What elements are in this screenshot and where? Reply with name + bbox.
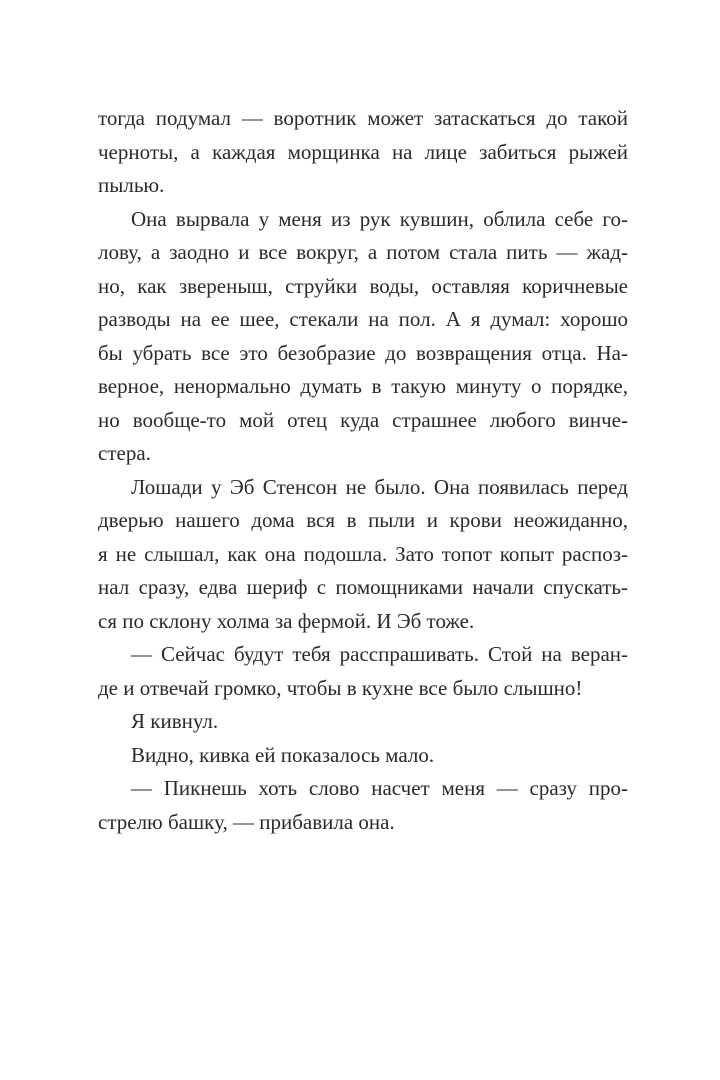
- text-line: — Сейчас будут тебя расспрашивать. Стой на веран-: [131, 642, 628, 666]
- text-line: бы убрать все это безобразие до возвращения отца. На-: [98, 340, 628, 365]
- text-line: пылью.: [98, 173, 165, 197]
- text-line: нал сразу, едва шериф с помощниками начали спускать-: [98, 575, 628, 599]
- text-line: но, как звереныш, струйки воды, оставляя коричневые: [98, 273, 628, 298]
- text-line: — Пикнешь хоть слово насчет меня — сразу про-: [131, 776, 628, 800]
- text-line: черноты, а каждая морщинка на лице забиться рыжей: [98, 139, 628, 164]
- text-line: разводы на ее шее, стекали на пол. А я думал: хорошо: [98, 307, 628, 331]
- text-line: я не слышал, как она подошла. Зато топот копыт распоз-: [98, 541, 628, 566]
- text-line: Она вырвала у меня из рук кувшин, облила себе го-: [131, 206, 628, 231]
- text-line: стера.: [98, 441, 151, 465]
- text-line: лову, а заодно и все вокруг, а потом стала пить — жад-: [98, 240, 628, 264]
- text-line: дверью нашего дома вся в пыли и крови неожиданно,: [98, 508, 628, 532]
- text-line: но вообще-то мой отец куда страшнее любого винче-: [98, 407, 628, 432]
- text-line: Видно, кивка ей показалось мало.: [131, 742, 435, 767]
- text-line: тогда подумал — воротник может затаскаться до такой: [98, 106, 628, 130]
- text-line: Лошади у Эб Стенсон не было. Она появилась перед: [131, 474, 628, 499]
- text-line: верное, ненормально думать в такую минуту о порядке,: [98, 374, 628, 398]
- body-text: [98, 102, 628, 839]
- text-line: ся по склону холма за фермой. И Эб тоже.: [98, 608, 475, 633]
- text-line: Я кивнул.: [131, 709, 219, 733]
- text-line: стрелю башку, — прибавила она.: [98, 809, 395, 834]
- text-line: де и отвечай громко, чтобы в кухне все было слышно!: [98, 675, 583, 700]
